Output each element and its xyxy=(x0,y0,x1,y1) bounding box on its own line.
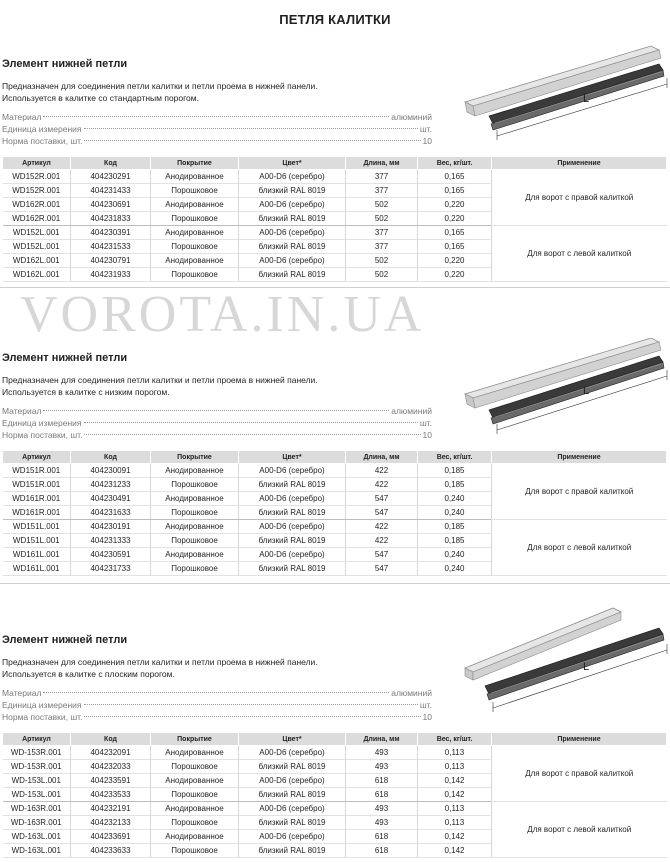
hinge-profile-illustration xyxy=(463,44,668,156)
properties-list xyxy=(2,111,432,147)
col-header-length: Длина, мм xyxy=(346,733,418,746)
table-row: WD-163R.001 404232133 Порошковое близкий RAL 8019 493 0,113 xyxy=(3,816,667,830)
description-line: Предназначен для соединения петли калитки и петли проема в нижней панели. xyxy=(2,81,318,91)
application-cell: Для ворот с правой калиткой xyxy=(492,464,667,520)
table-header xyxy=(3,451,667,464)
description-line: Предназначен для соединения петли калитки и петли проема в нижней панели. xyxy=(2,657,318,667)
col-header-weight: Вес, кг/шт. xyxy=(418,157,492,170)
property-material: Материал алюминий xyxy=(2,406,432,416)
table-row: WD162R.001 404230691 Анодированное A00-D6 (серебро) 502 0,220 xyxy=(3,198,667,212)
table-row: WD162L.001 404230791 Анодированное A00-D6 (серебро) 502 0,220 xyxy=(3,254,667,268)
property-supply-norm: Норма поставки, шт. 10 xyxy=(2,430,432,440)
properties-list xyxy=(2,405,432,441)
section-title: Элемент нижней петли xyxy=(2,58,128,70)
section-description xyxy=(2,374,422,398)
property-unit: Единица измерения шт. xyxy=(2,124,432,134)
section-divider xyxy=(0,287,670,288)
col-header-application: Применение xyxy=(492,733,667,746)
col-header-article: Артикул xyxy=(3,451,71,464)
properties-list xyxy=(2,687,432,723)
table-row: WD-153R.001 404232091 Анодированное A00-D6 (серебро) 493 0,113 Для ворот с правой калиткой xyxy=(3,746,667,760)
table-row: WD-163L.001 404233633 Порошковое близкий RAL 8019 618 0,142 xyxy=(3,844,667,858)
col-header-article: Артикул xyxy=(3,733,71,746)
table-row: WD161R.001 404231633 Порошковое близкий RAL 8019 547 0,240 xyxy=(3,506,667,520)
col-header-color: Цвет* xyxy=(239,733,346,746)
table-row: WD151L.001 404230191 Анодированное A00-D6 (серебро) 422 0,185 Для ворот с левой калиткой xyxy=(3,520,667,534)
application-cell: Для ворот с правой калиткой xyxy=(492,746,667,802)
table-row: WD-153R.001 404232033 Порошковое близкий RAL 8019 493 0,113 xyxy=(3,760,667,774)
property-unit: Единица измерения шт. xyxy=(2,418,432,428)
property-supply-norm: Норма поставки, шт. 10 xyxy=(2,712,432,722)
dimension-label: L xyxy=(583,661,590,673)
col-header-coating: Покрытие xyxy=(151,733,239,746)
table-row: WD-163R.001 404232191 Анодированное A00-D6 (серебро) 493 0,113 Для ворот с левой калиткой xyxy=(3,802,667,816)
col-header-article: Артикул xyxy=(3,157,71,170)
col-header-weight: Вес, кг/шт. xyxy=(418,451,492,464)
application-cell: Для ворот с правой калиткой xyxy=(492,170,667,226)
property-material: Материал алюминий xyxy=(2,112,432,122)
col-header-color: Цвет* xyxy=(239,451,346,464)
col-header-coating: Покрытие xyxy=(151,451,239,464)
table-row: WD-163L.001 404233691 Анодированное A00-D6 (серебро) 618 0,142 xyxy=(3,830,667,844)
table-row: WD161L.001 404231733 Порошковое близкий RAL 8019 547 0,240 xyxy=(3,562,667,576)
table-row: WD151R.001 404231233 Порошковое близкий RAL 8019 422 0,185 xyxy=(3,478,667,492)
col-header-color: Цвет* xyxy=(239,157,346,170)
table-row: WD151L.001 404231333 Порошковое близкий RAL 8019 422 0,185 xyxy=(3,534,667,548)
section-title: Элемент нижней петли xyxy=(2,634,128,646)
table-row: WD162R.001 404231833 Порошковое близкий RAL 8019 502 0,220 xyxy=(3,212,667,226)
dimension-label: L xyxy=(583,385,590,397)
col-header-application: Применение xyxy=(492,451,667,464)
col-header-code: Код xyxy=(71,451,151,464)
application-cell: Для ворот с левой калиткой xyxy=(492,520,667,576)
spec-table xyxy=(2,450,667,576)
table-row: WD151R.001 404230091 Анодированное A00-D6 (серебро) 422 0,185 Для ворот с правой калиткой xyxy=(3,464,667,478)
table-row: WD161L.001 404230591 Анодированное A00-D6 (серебро) 547 0,240 xyxy=(3,548,667,562)
page-title: ПЕТЛЯ КАЛИТКИ xyxy=(279,12,391,27)
description-line: Предназначен для соединения петли калитки и петли проема в нижней панели. xyxy=(2,375,318,385)
table-row: WD161R.001 404230491 Анодированное A00-D6 (серебро) 547 0,240 xyxy=(3,492,667,506)
col-header-weight: Вес, кг/шт. xyxy=(418,733,492,746)
hinge-profile-illustration xyxy=(463,606,668,718)
section-title: Элемент нижней петли xyxy=(2,352,128,364)
col-header-length: Длина, мм xyxy=(346,157,418,170)
application-cell: Для ворот с левой калиткой xyxy=(492,226,667,282)
table-row: WD152R.001 404230291 Анодированное A00-D6 (серебро) 377 0,165 Для ворот с правой калиткой xyxy=(3,170,667,184)
description-line: Используется в калитке со стандартным порогом. xyxy=(2,93,199,103)
col-header-application: Применение xyxy=(492,157,667,170)
property-material: Материал алюминий xyxy=(2,688,432,698)
section-description xyxy=(2,656,422,680)
table-header xyxy=(3,733,667,746)
description-line: Используется в калитке с плоским порогом. xyxy=(2,669,175,679)
table-row: WD162L.001 404231933 Порошковое близкий RAL 8019 502 0,220 xyxy=(3,268,667,282)
description-line: Используется в калитке с низким порогом. xyxy=(2,387,170,397)
hinge-profile-illustration xyxy=(463,338,668,450)
table-row: WD-153L.001 404233533 Порошковое близкий RAL 8019 618 0,142 xyxy=(3,788,667,802)
table-row: WD152L.001 404230391 Анодированное A00-D6 (серебро) 377 0,165 Для ворот с левой калиткой xyxy=(3,226,667,240)
watermark: VOROTA.IN.UA xyxy=(20,286,425,343)
spec-table xyxy=(2,732,667,858)
application-cell: Для ворот с левой калиткой xyxy=(492,802,667,858)
table-header xyxy=(3,157,667,170)
dimension-label: L xyxy=(583,93,590,105)
col-header-coating: Покрытие xyxy=(151,157,239,170)
col-header-code: Код xyxy=(71,157,151,170)
table-row: WD152R.001 404231433 Порошковое близкий RAL 8019 377 0,165 xyxy=(3,184,667,198)
col-header-code: Код xyxy=(71,733,151,746)
table-row: WD-153L.001 404233591 Анодированное A00-D6 (серебро) 618 0,142 xyxy=(3,774,667,788)
table-row: WD152L.001 404231533 Порошковое близкий RAL 8019 377 0,165 xyxy=(3,240,667,254)
property-unit: Единица измерения шт. xyxy=(2,700,432,710)
col-header-length: Длина, мм xyxy=(346,451,418,464)
property-supply-norm: Норма поставки, шт. 10 xyxy=(2,136,432,146)
spec-table xyxy=(2,156,667,282)
section-description xyxy=(2,80,422,104)
section-divider xyxy=(0,583,670,584)
